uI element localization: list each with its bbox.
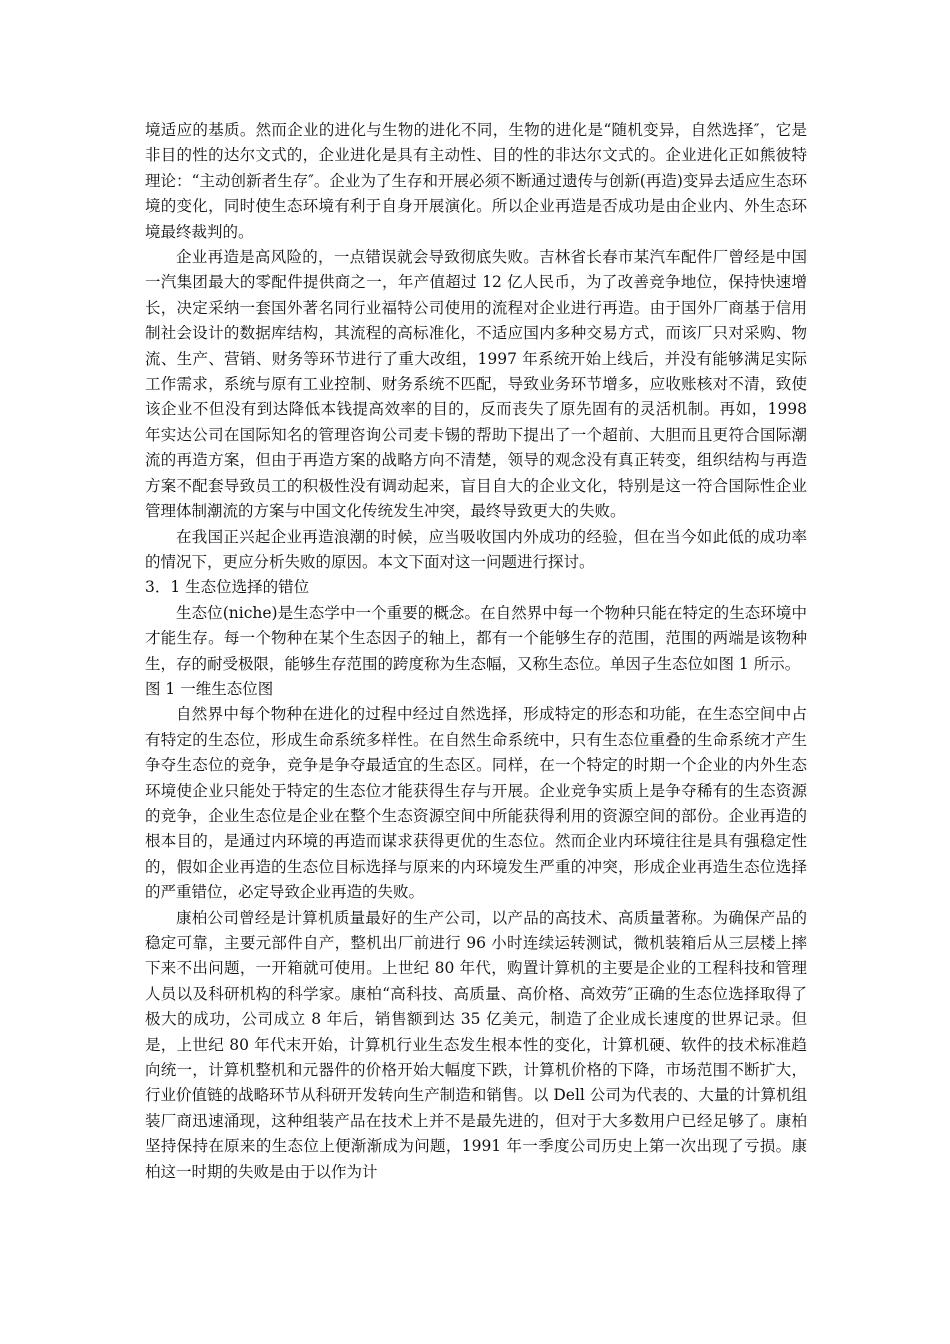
section-heading: 3．1 生态位选择的错位 xyxy=(145,578,310,597)
paragraph-risk-examples: 企业再造是高风险的，一点错误就会导致彻底失败。吉林省长春市某汽车配件厂曾经是中国一汽集团最大的零配件提供商之一，年产值超过 12 亿人民币，为了改善竞争地位，保持快速增长，决定采纳一套国外著名同行业福特公司使用的流程对企业进行再造。由于国外厂商基于信用制社会设计的数据库结构，其流程的高标准化，不适应国内多种交易方式，而该厂只对采购、物流、生产、营销、财务等环节进行了重大改组，1997 年系统开始上线后，并没有能够满足实际工作需求，系统与原有工业控制、财务系统不匹配，导致业务环节增多，应收账核对不清，致使该企业不但没有到达降低本钱提高效率的目的，反而丧失了原先固有的灵活机制。再如，1998 年实达公司在国际知名的管理咨询公司麦卡锡的帮助下提出了一个超前、大胆而且更符合国际潮流的再造方案，但由于再造方案的战略方向不清楚，领导的观念没有真正转变，组织结构与再造方案不配套导致员工的积极性没有调动起来，盲目自大的企业文化，特别是这一符合国际性企业管理体制潮流的方案与中国文化传统发生冲突，最终导致更大的失败。 xyxy=(145,248,807,521)
paragraph-niche-definition: 生态位(niche)是生态学中一个重要的概念。在自然界中每一个物种只能在特定的生态环境中才能生存。每一个物种在某个生态因子的轴上，都有一个能够生存的范围，范围的两端是该物种生，存的耐受极限，能够生存范围的跨度称为生态幅，又称生态位。单因子生态位如图 1 所示。 xyxy=(145,603,807,673)
document-page xyxy=(145,118,807,1185)
paragraph-compaq-case: 康柏公司曾经是计算机质量最好的生产公司，以产品的高技术、高质量著称。为确保产品的稳定可靠，主要元部件自产，整机出厂前进行 96 小时连续运转测试，微机装箱后从三层楼上摔下来不出问题，一开箱就可使用。上世纪 80 年代，购置计算机的主要是企业的工程科技和管理人员以及科研机构的科学家。康柏“高科技、高质量、高价格、高效劳″正确的生态位选择取得了极大的成功，公司成立 8 年后，销售额到达 35 亿美元，制造了企业成长速度的世界记录。但是，上世纪 80 年代末开始，计算机行业生态发生根本性的变化，计算机硬、软件的技术标准趋向统一，计算机整机和元器件的价格开始大幅度下跌，计算机价格的下降，市场范围不断扩大，行业价值链的战略环节从科研开发转向生产制造和销售。以 Dell 公司为代表的、大量的计算机组装厂商迅速涌现，这种组装产品在技术上并不是最先进的，但对于大多数用户已经足够了。康柏坚持保持在原来的生态位上便渐渐成为问题，1991 年一季度公司历史上第一次出现了亏损。康柏这一时期的失败是由于以作为计 xyxy=(145,908,807,1181)
paragraph-niche-competition: 自然界中每个物种在进化的过程中经过自然选择，形成特定的形态和功能，在生态空间中占有特定的生态位，形成生命系统多样性。在自然生命系统中，只有生态位重叠的生命系统才产生争夺生态位的竞争，竞争是争夺最适宜的生态区。同样，在一个特定的时期一个企业的内外生态环境使企业只能处于特定的生态位才能获得生存与开展。企业竞争实质上是争夺稀有的生态资源的竞争，企业生态位是企业在整个生态资源空间中所能获得利用的资源空间的部份。企业再造的根本目的，是通过内环境的再造而谋求获得更优的生态位。然而企业内环境往往是具有强稳定性的，假如企业再造的生态位目标选择与原来的内环境发生严重的冲突，形成企业再造生态位选择的严重错位，必定导致企业再造的失败。 xyxy=(145,705,807,902)
paragraph-intro-analysis: 在我国正兴起企业再造浪潮的时候，应当吸收国内外成功的经验，但在当今如此低的成功率的情况下，更应分析失败的原因。本文下面对这一问题进行探讨。 xyxy=(145,527,807,571)
figure-caption: 图 1 一维生态位图 xyxy=(145,679,274,698)
paragraph-continuation: 境适应的基质。然而企业的进化与生物的进化不同，生物的进化是“随机变异，自然选择″，它是非目的性的达尔文式的，企业进化是具有主动性、目的性的非达尔文式的。企业进化正如熊彼特理论：“主动创新者生存″。企业为了生存和开展必须不断通过遗传与创新(再造)变异去适应生态环境的变化，同时使生态环境有利于自身开展演化。所以企业再造是否成功是由企业内、外生态环境最终裁判的。 xyxy=(145,121,807,241)
